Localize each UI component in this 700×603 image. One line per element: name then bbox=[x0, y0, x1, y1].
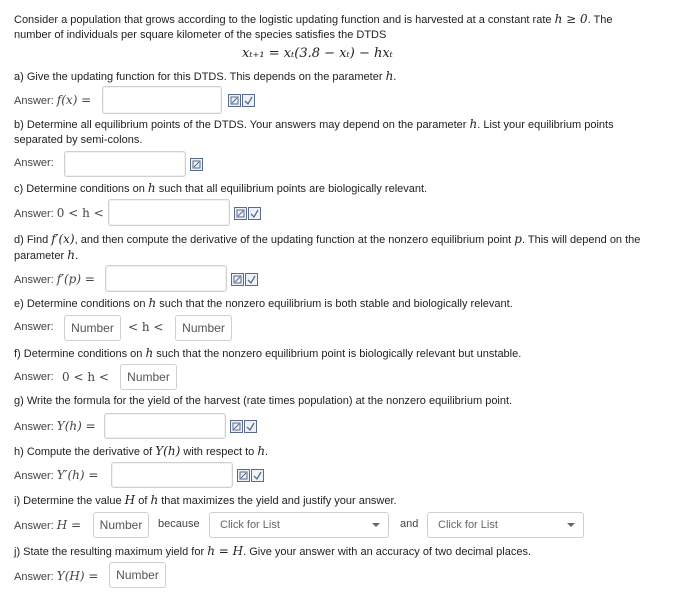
dtds-equation: xₜ₊₁ = xₜ(3.8 − xₜ) − hxₜ bbox=[242, 46, 393, 61]
reason-select-2-value: Click for List bbox=[438, 519, 498, 531]
preview-icon[interactable] bbox=[251, 469, 264, 482]
answer-a-input[interactable] bbox=[102, 86, 222, 114]
answer-c-input[interactable] bbox=[108, 199, 230, 226]
chevron-down-icon bbox=[567, 523, 575, 527]
answer-b-input[interactable] bbox=[64, 151, 186, 177]
equation-editor-icon[interactable] bbox=[237, 469, 250, 482]
answer-g-input[interactable] bbox=[104, 413, 226, 439]
chevron-down-icon bbox=[372, 523, 380, 527]
answer-e-label: Answer: bbox=[14, 321, 54, 333]
equation-editor-icon[interactable] bbox=[231, 273, 244, 286]
answer-b-label: Answer: bbox=[14, 157, 54, 169]
reason-select-1-value: Click for List bbox=[220, 519, 280, 531]
question-g: g) Write the formula for the yield of the harvest (rate times population) at the nonzero equilibrium point. bbox=[14, 395, 513, 407]
question-c: c) Determine conditions on h such that all equilibrium points are biologically relevant. bbox=[14, 181, 428, 195]
answer-d-input[interactable] bbox=[105, 265, 227, 292]
and-label: and bbox=[400, 518, 419, 530]
answer-f-inequality: 0 < h < bbox=[62, 370, 109, 384]
answer-e-inequality: < h < bbox=[128, 320, 164, 334]
question-h: h) Compute the derivative of Y(h) with respect to h. bbox=[14, 444, 269, 458]
answer-h-label: Answer: Y′(h) = bbox=[14, 468, 99, 482]
question-b: b) Determine all equilibrium points of the DTDS. Your answers may depend on the parameter h. List your equilibrium points separated by semi-colons. bbox=[14, 117, 614, 146]
equation-editor-icon[interactable] bbox=[230, 420, 243, 433]
question-e: e) Determine conditions on h such that the nonzero equilibrium is both stable and biologically relevant. bbox=[14, 296, 513, 310]
answer-i-input[interactable]: Number bbox=[93, 512, 149, 538]
reason-select-1[interactable] bbox=[209, 512, 389, 538]
answer-a-label: Answer: f(x) = bbox=[14, 93, 92, 107]
equation-editor-icon[interactable] bbox=[234, 207, 247, 220]
reason-select-2[interactable] bbox=[427, 512, 584, 538]
answer-c-label: Answer: 0 < h < bbox=[14, 206, 104, 220]
equation-editor-icon[interactable] bbox=[228, 94, 241, 107]
preview-icon[interactable] bbox=[244, 420, 257, 433]
because-label: because bbox=[158, 518, 200, 530]
preview-icon[interactable] bbox=[248, 207, 261, 220]
answer-i-label: Answer: H = bbox=[14, 518, 82, 532]
answer-j-label: Answer: Y(H) = bbox=[14, 569, 99, 583]
answer-h-input[interactable] bbox=[111, 462, 233, 488]
answer-d-label: Answer: f′(p) = bbox=[14, 272, 95, 286]
equation-editor-icon[interactable] bbox=[190, 158, 203, 171]
question-f: f) Determine conditions on h such that the nonzero equilibrium point is biologically relevant but unstable. bbox=[14, 346, 522, 360]
answer-g-label: Answer: Y(h) = bbox=[14, 419, 96, 433]
question-a: a) Give the updating function for this DTDS. This depends on the parameter h. bbox=[14, 69, 397, 83]
question-i: i) Determine the value H of h that maximizes the yield and justify your answer. bbox=[14, 493, 397, 507]
answer-f-label: Answer: bbox=[14, 371, 54, 383]
answer-j-input[interactable]: Number bbox=[109, 562, 166, 588]
preview-icon[interactable] bbox=[245, 273, 258, 286]
answer-e-lower-input[interactable]: Number bbox=[64, 315, 121, 341]
answer-f-input[interactable]: Number bbox=[120, 364, 177, 390]
question-j: j) State the resulting maximum yield for h = H. Give your answer with an accuracy of two decimal places. bbox=[14, 544, 532, 558]
preview-icon[interactable] bbox=[242, 94, 255, 107]
question-d: d) Find f′(x), and then compute the derivative of the updating function at the nonzero equilibrium point p. This will depend on the parameter h. bbox=[14, 232, 641, 262]
intro-text: Consider a population that grows according to the logistic updating function and is harvested at a constant rate h ≥ 0. The number of individuals per square kilometer of the species satisfies the DTDS bbox=[14, 12, 613, 41]
answer-e-upper-input[interactable]: Number bbox=[175, 315, 232, 341]
